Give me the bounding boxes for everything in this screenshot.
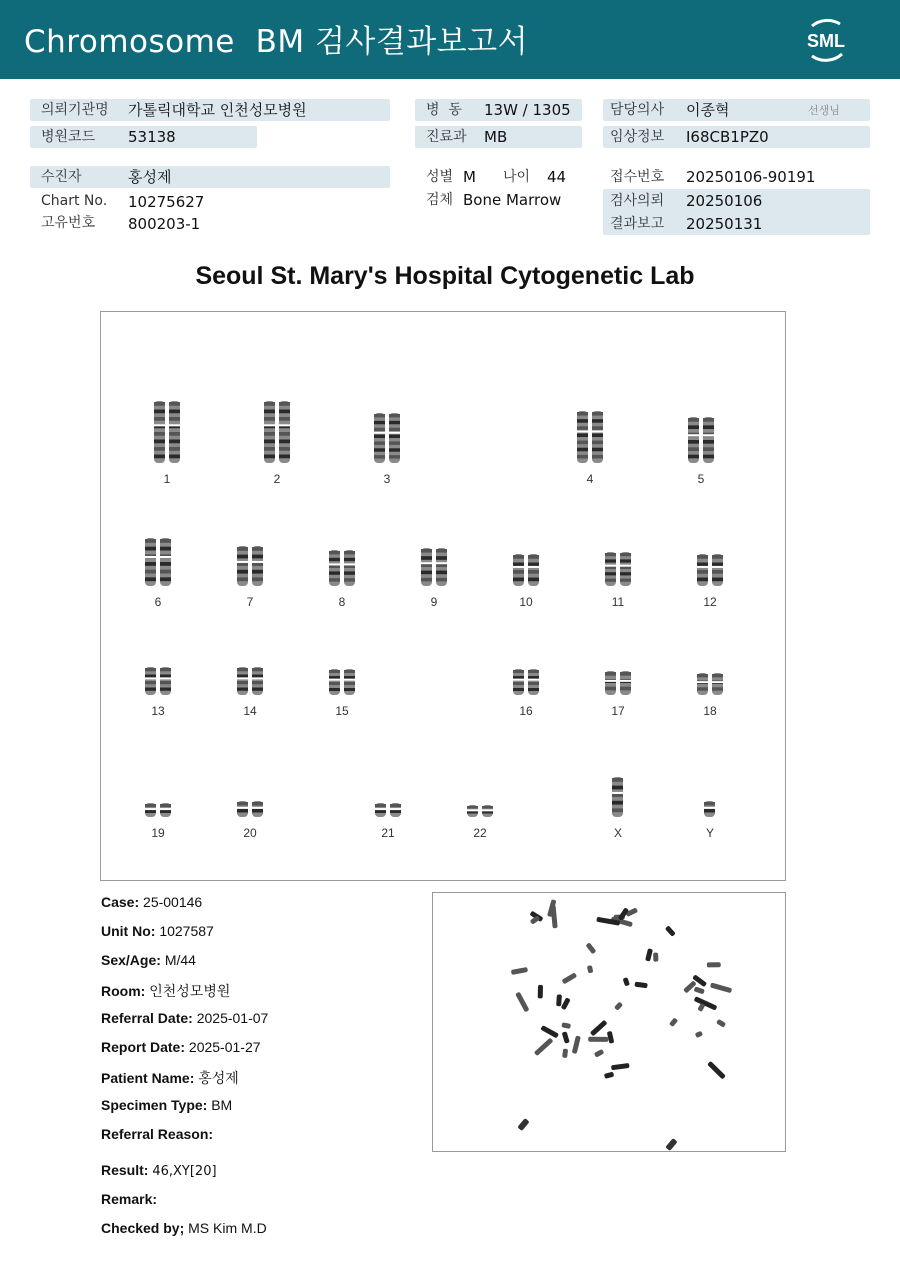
receipt-label: 접수번호: [610, 169, 665, 185]
result-label: Result:: [101, 1162, 149, 1178]
case-label: Case:: [101, 894, 140, 910]
chromosome-label-17: 17: [611, 704, 625, 718]
ward-label: 병 동: [426, 102, 462, 118]
room-value: 인천성모병원: [149, 983, 231, 999]
case-value: 25-00146: [143, 894, 203, 910]
unit-label: Unit No:: [101, 923, 156, 939]
doctor-value: 이종혁: [686, 101, 730, 119]
specimen-value: Bone Marrow: [463, 191, 562, 209]
sexage-value: M/44: [164, 952, 196, 968]
chromosome-pair-1: [152, 400, 182, 464]
ward-value: 13W / 1305: [484, 101, 571, 119]
metaphase-image: [432, 892, 786, 1152]
dept-value: MB: [484, 128, 508, 146]
chart-label: Chart No.: [41, 193, 108, 209]
unit-line: [101, 923, 214, 939]
referral-date-value: 2025-01-07: [196, 1010, 269, 1026]
chromosome-pair-19: [143, 802, 173, 818]
chromosome-label-1: 1: [163, 472, 171, 486]
chromosome-label-10: 10: [519, 595, 533, 609]
report-header: [0, 0, 900, 79]
hospital-code-value: 53138: [128, 128, 176, 146]
chromosome-pair-8: [327, 549, 357, 587]
report-value: 20250131: [686, 215, 763, 233]
chromosome-label-X: X: [613, 826, 622, 840]
chromosome-label-15: 15: [335, 704, 349, 718]
chromosome-pair-18: [695, 672, 725, 696]
unique-label: 고유번호: [41, 215, 96, 231]
remark-label: Remark:: [101, 1191, 158, 1207]
dept-label: 진료과: [426, 129, 467, 145]
chromosome-label-20: 20: [243, 826, 257, 840]
referral-reason-label: Referral Reason:: [101, 1126, 214, 1142]
doctor-label: 담당의사: [610, 102, 665, 118]
chromosome-label-8: 8: [338, 595, 346, 609]
checked-value: MS Kim M.D: [188, 1220, 267, 1236]
chromosome-label-16: 16: [519, 704, 533, 718]
specimen-type-value: BM: [211, 1097, 233, 1113]
chromosome-label-12: 12: [703, 595, 717, 609]
metaphase-spread: [433, 893, 787, 1153]
patient-name-line: [101, 1068, 239, 1088]
receipt-value: 20250106-90191: [686, 168, 816, 186]
chromosome-label-9: 9: [430, 595, 438, 609]
chromosome-pair-3: [372, 412, 402, 464]
referral-reason-line: [101, 1126, 213, 1142]
logo-text: SML: [807, 31, 845, 51]
case-line: [101, 894, 202, 910]
clinical-label: 임상정보: [610, 129, 665, 145]
chromosome-label-2: 2: [273, 472, 281, 486]
chromosome-label-19: 19: [151, 826, 165, 840]
sml-logo-icon: [798, 12, 854, 68]
institution-label: 의뢰기관명: [41, 102, 109, 118]
chromosome-pair-4: [575, 410, 605, 464]
sex-label: 성별: [426, 169, 454, 185]
specimen-type-line: [101, 1097, 232, 1113]
chromosome-pair-14: [235, 666, 265, 696]
chromosome-label-6: 6: [154, 595, 162, 609]
patient-name-value: 홍성제: [198, 1070, 239, 1086]
sex-value: M: [463, 168, 476, 186]
chromosome-label-4: 4: [586, 472, 594, 486]
institution-value: 가톨릭대학교 인천성모병원: [128, 101, 307, 119]
report-date-value: 2025-01-27: [188, 1039, 261, 1055]
patient-name-label: Patient Name:: [101, 1070, 195, 1086]
unit-value: 1027587: [159, 923, 214, 939]
chromosome-label-Y: Y: [705, 826, 714, 840]
chromosome-pair-16: [511, 668, 541, 696]
chromosome-pair-9: [419, 547, 449, 587]
report-date-line: [101, 1039, 261, 1055]
chromosome-label-14: 14: [243, 704, 257, 718]
chromosome-pair-X: [610, 776, 626, 818]
report-date-label: Report Date:: [101, 1039, 186, 1055]
chromosome-pair-13: [143, 666, 173, 696]
chromosome-label-11: 11: [611, 595, 625, 609]
remark-line: [101, 1191, 157, 1207]
chromosome-pair-Y: [702, 800, 718, 818]
chromosome-label-22: 22: [473, 826, 487, 840]
chromosome-pair-7: [235, 545, 265, 587]
examinee-bar: [30, 166, 390, 188]
chromosome-pair-5: [686, 416, 716, 464]
chromosome-pair-10: [511, 553, 541, 587]
doctor-suffix: 선생님: [808, 104, 840, 117]
request-value: 20250106: [686, 192, 763, 210]
report-title: Chromosome BM 검사결과보고서: [24, 24, 529, 60]
result-line: [101, 1162, 217, 1179]
referral-date-line: [101, 1010, 268, 1026]
chromosome-pair-17: [603, 670, 633, 696]
request-label: 검사의뢰: [610, 193, 665, 209]
specimen-label: 검체: [426, 192, 454, 208]
lab-title: Seoul St. Mary's Hospital Cytogenetic Lab: [195, 262, 695, 290]
chromosome-pair-22: [465, 804, 495, 818]
chromosome-label-13: 13: [151, 704, 165, 718]
chromosome-label-3: 3: [383, 472, 391, 486]
chart-value: 10275627: [128, 193, 205, 211]
chromosome-pair-15: [327, 668, 357, 696]
examinee-value: 홍성제: [128, 168, 172, 186]
checked-line: [101, 1220, 267, 1236]
chromosome-pair-6: [143, 537, 173, 587]
chromosome-label-18: 18: [703, 704, 717, 718]
age-value: 44: [547, 168, 567, 186]
chromosome-pair-11: [603, 551, 633, 587]
checked-label: Checked by;: [101, 1220, 185, 1236]
karyogram-panel: [100, 311, 786, 881]
chromosome-pair-2: [262, 400, 292, 464]
specimen-type-label: Specimen Type:: [101, 1097, 208, 1113]
chromosome-label-21: 21: [381, 826, 395, 840]
chromosome-label-5: 5: [697, 472, 705, 486]
examinee-label: 수진자: [41, 169, 82, 185]
hospital-code-label: 병원코드: [41, 129, 96, 145]
chromosome-label-7: 7: [246, 595, 254, 609]
age-label: 나이: [503, 169, 531, 185]
room-label: Room:: [101, 983, 146, 999]
referral-date-label: Referral Date:: [101, 1010, 193, 1026]
chromosome-pair-12: [695, 553, 725, 587]
clinical-value: I68CB1PZ0: [686, 128, 769, 146]
room-line: [101, 981, 230, 1001]
result-value: 46,XY[20]: [152, 1164, 217, 1179]
sexage-label: Sex/Age:: [101, 952, 161, 968]
sexage-line: [101, 952, 196, 968]
chromosome-pair-20: [235, 800, 265, 818]
chromosome-pair-21: [373, 802, 403, 818]
unique-value: 800203-1: [128, 215, 201, 233]
report-label: 결과보고: [610, 216, 665, 232]
